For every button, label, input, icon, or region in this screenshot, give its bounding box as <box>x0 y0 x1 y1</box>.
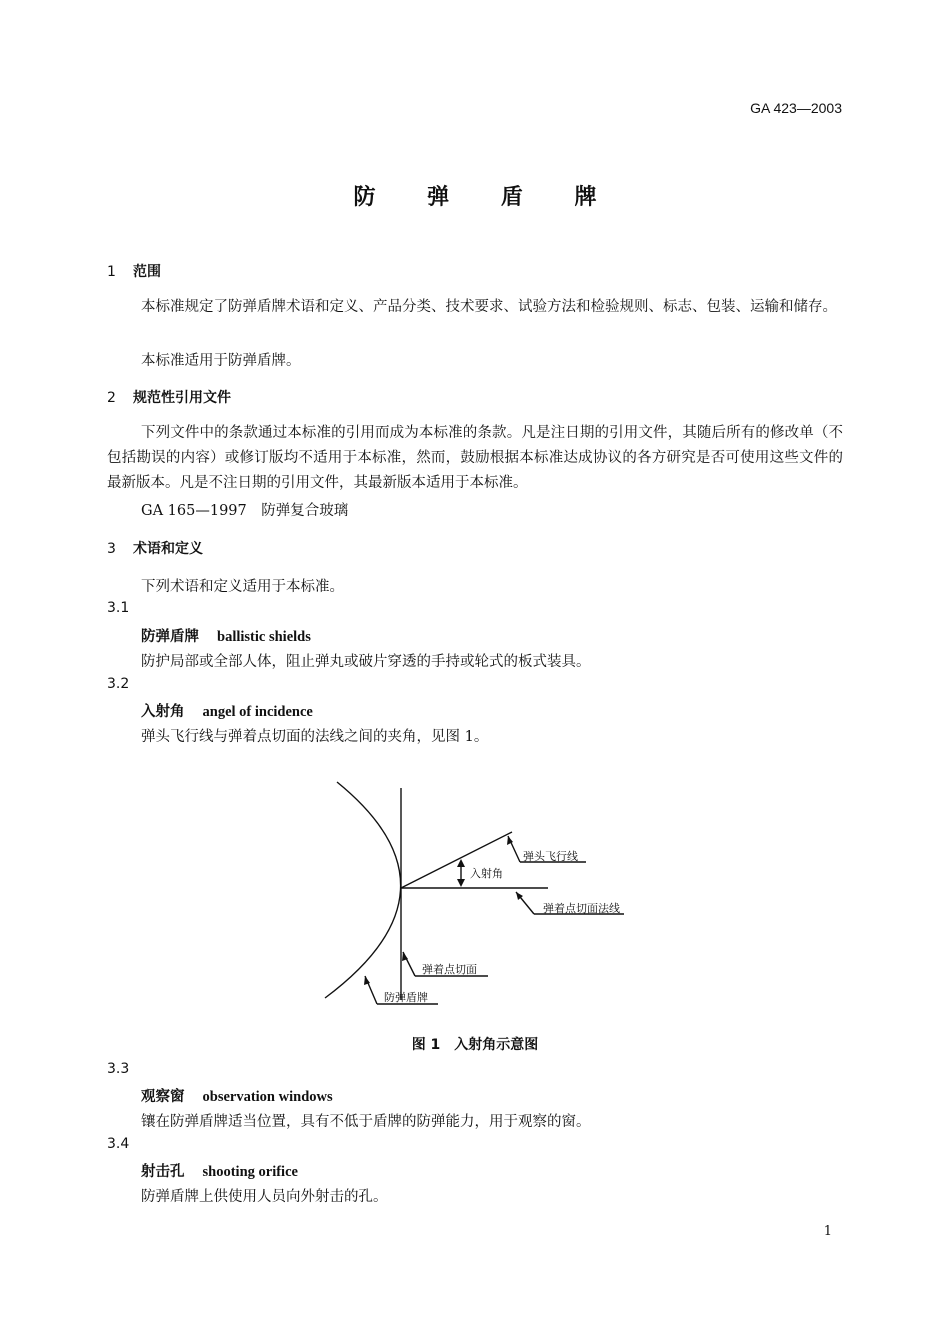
normal-line-label: 弹着点切面法线 <box>543 902 620 915</box>
shield-arrow-icon <box>364 976 370 985</box>
term-3-3-definition: 镶在防弹盾牌适当位置，具有不低于盾牌的防弹能力，用于观察的窗。 <box>141 1114 591 1130</box>
tangent-plane-label: 弹着点切面 <box>422 963 477 976</box>
angle-arrow-up-icon <box>457 859 465 867</box>
term-3-4-definition: 防弹盾牌上供使用人员向外射击的孔。 <box>141 1189 388 1205</box>
clause-3-2-number: 3.2 <box>107 676 130 692</box>
term-3-2-definition: 弹头飞行线与弹着点切面的法线之间的夹角，见图 1。 <box>141 729 489 745</box>
section-3-title: 术语和定义 <box>133 541 203 557</box>
clause-3-4-number: 3.4 <box>107 1136 130 1152</box>
section-2-number: 2 <box>107 390 116 406</box>
term-3-1-zh: 防弹盾牌 <box>141 629 199 645</box>
term-3-2-en: angel of incidence <box>202 704 313 720</box>
figure-1-caption: 图 1 入射角示意图 <box>411 1037 539 1053</box>
clause-3-3-number: 3.3 <box>107 1061 130 1077</box>
page-number: 1 <box>823 1224 832 1239</box>
term-3-3-en: observation windows <box>202 1089 333 1105</box>
term-3-1-en: ballistic shields <box>217 629 311 645</box>
term-3-2-zh: 入射角 <box>141 704 185 720</box>
term-3-3-zh: 观察窗 <box>141 1089 185 1105</box>
shield-arc <box>325 782 401 998</box>
term-3-4 <box>141 1160 298 1181</box>
angle-arrow-down-icon <box>457 879 465 887</box>
shield-label: 防弹盾牌 <box>384 991 428 1004</box>
term-3-4-en: shooting orifice <box>202 1164 298 1180</box>
section-1-title: 范围 <box>133 264 161 280</box>
standard-number: GA 423—2003 <box>750 100 842 116</box>
section-2-paragraph-1: 下列文件中的条款通过本标准的引用而成为本标准的条款。凡是注日期的引用文件，其随后所有的修改单（不包括勘误的内容）或修订版均不适用于本标准，然而，鼓励根据本标准达成协议的各方研究是否可使用这些文件的最新版本。凡是不注日期的引用文件，其最新版本适用于本标准。 <box>107 425 843 491</box>
section-3-intro: 下列术语和定义适用于本标准。 <box>141 579 344 595</box>
section-2-title: 规范性引用文件 <box>133 390 231 406</box>
section-1-paragraph-1: 本标准规定了防弹盾牌术语和定义、产品分类、技术要求、试验方法和检验规则、标志、包装、运输和储存。 <box>141 299 837 315</box>
section-1-number: 1 <box>107 264 116 280</box>
term-3-1-definition: 防护局部或全部人体，阻止弹丸或破片穿透的手持或轮式的板式装具。 <box>141 654 591 670</box>
normative-reference: GA 165—1997 防弹复合玻璃 <box>141 503 349 519</box>
term-3-3 <box>141 1085 333 1106</box>
incidence-angle-label: 入射角 <box>470 867 503 880</box>
section-1-paragraph-2: 本标准适用于防弹盾牌。 <box>141 353 301 369</box>
section-3-number: 3 <box>107 541 116 557</box>
term-3-4-zh: 射击孔 <box>141 1164 185 1180</box>
flight-line-label: 弹头飞行线 <box>523 850 578 863</box>
document-title: 防 弹 盾 牌 <box>353 185 619 210</box>
clause-3-1-number: 3.1 <box>107 600 130 616</box>
